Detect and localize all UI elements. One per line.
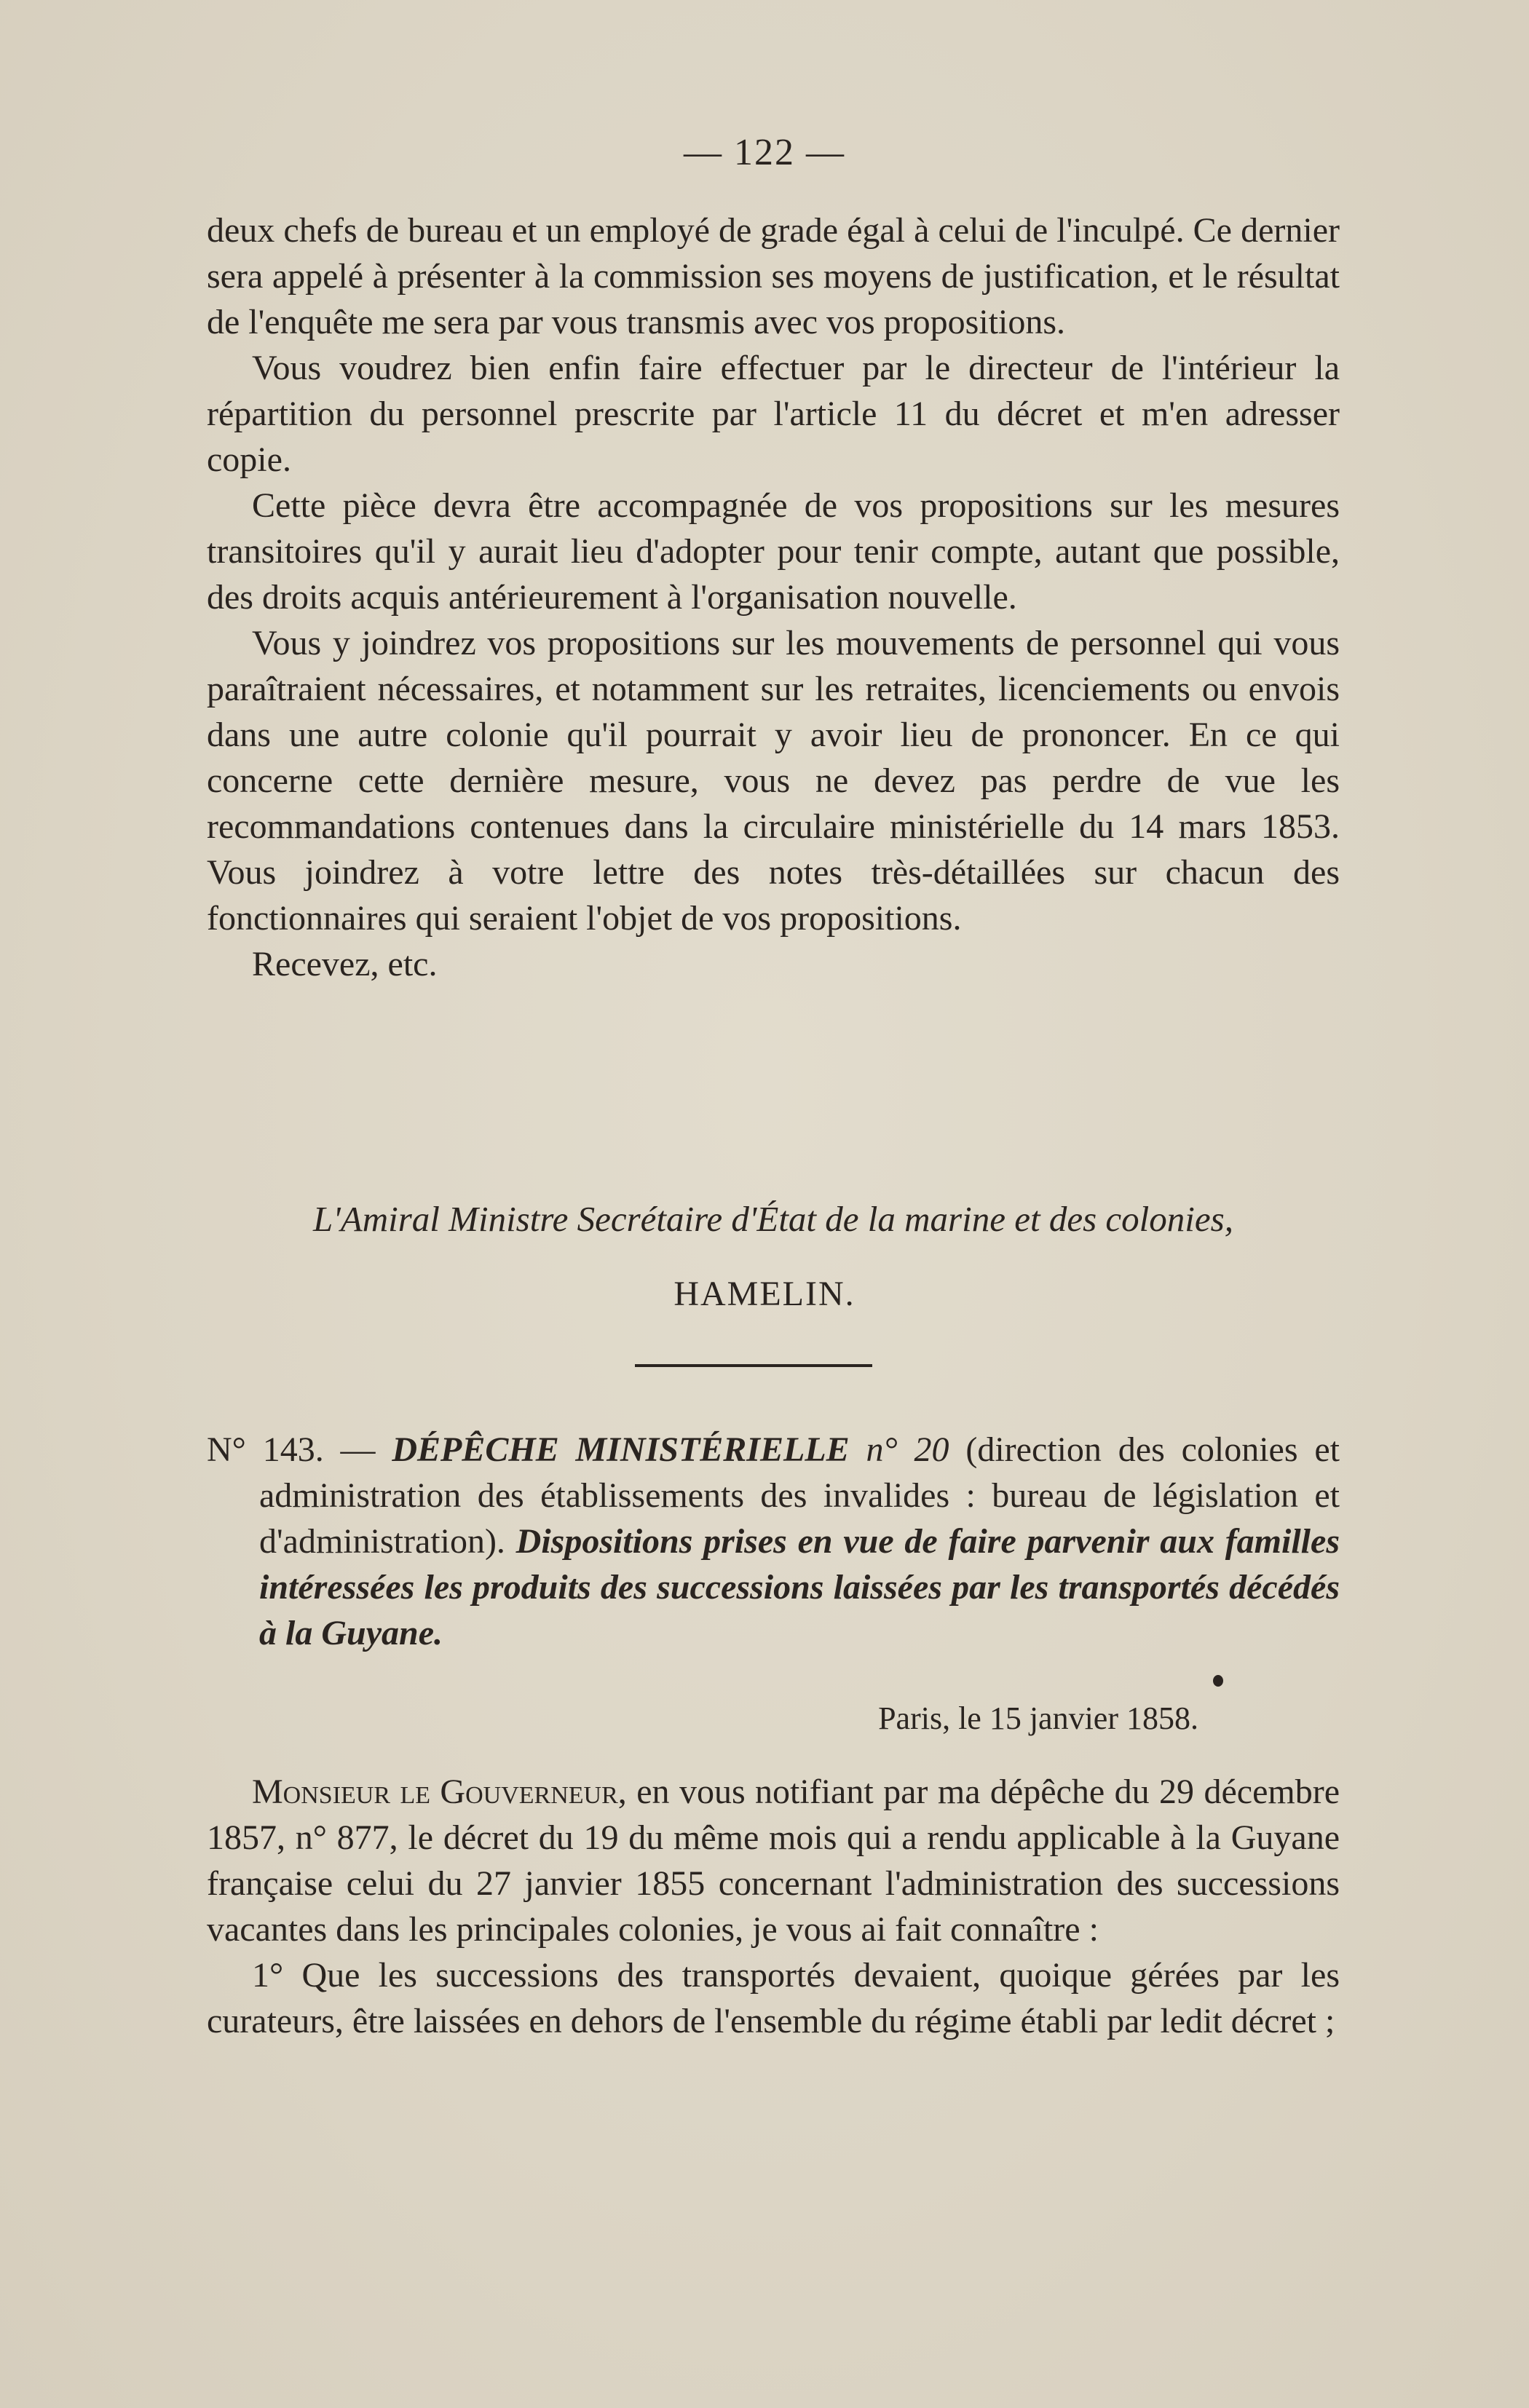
continuation-text bbox=[207, 207, 1340, 987]
paragraph: Recevez, etc. bbox=[252, 945, 438, 983]
paragraph: Cette pièce devra être accompagnée de vos propositions sur les mesures transitoires qu'il y aurait lieu d'adopter pour tenir compte, autant que possible, des droits acquis antérieurement à l'organisation nouvelle. bbox=[207, 486, 1340, 617]
dispatch-body bbox=[207, 1769, 1340, 2044]
signature-name: HAMELIN. bbox=[673, 1275, 856, 1313]
paragraph: Vous y joindrez vos propositions sur les mouvements de personnel qui vous paraîtraient nécessaires, et notamment sur les retraites, licenciements ou envois dans une autre colonie qu'il pourrait y avoir lieu de prononcer. En ce qui concerne cette dernière mesure, vous ne devez pas perdre de vue les recommandations contenues dans la circulaire ministérielle du 14 mars 1853. Vous joindrez à votre lettre des notes très-détaillées sur chacun des fonctionnaires qui seraient l'objet de vos propositions. bbox=[207, 624, 1340, 938]
document-header bbox=[207, 1427, 1340, 1656]
paragraph: Vous voudrez bien enfin faire effectuer par le directeur de l'intérieur la répartition du personnel prescrite par l'article 11 du décret et m'en adresser copie. bbox=[207, 349, 1340, 479]
document-direction: (direction des colonies et administration des établissements des invalides : bureau de législation et d'administration). bbox=[259, 1430, 1340, 1561]
document-heading bbox=[207, 1427, 1340, 1656]
page-number: — 122 — bbox=[684, 132, 845, 173]
section-separator bbox=[635, 1364, 872, 1367]
signature-title: L'Amiral Ministre Secrétaire d'État de la marine et des colonies, bbox=[313, 1199, 1233, 1239]
ink-mark bbox=[1213, 1675, 1223, 1687]
date-line: Paris, le 15 janvier 1858. bbox=[878, 1700, 1198, 1736]
document-ref: n° 20 bbox=[866, 1430, 949, 1469]
paragraph: 1° Que les successions des transportés devaient, quoique gérées par les curateurs, être laissées en dehors de l'ensemble du régime établi par ledit décret ; bbox=[207, 1956, 1340, 2040]
paragraph: deux chefs de bureau et un employé de grade égal à celui de l'inculpé. Ce dernier sera appelé à présenter à la commission ses moyens de justification, et le résultat de l'enquête me sera par vous transmis avec vos propositions. bbox=[207, 211, 1340, 341]
document-subject: Dispositions prises en vue de faire parvenir aux familles intéressées les produits des successions laissées par les transportés décédés à la Guyane. bbox=[259, 1522, 1340, 1652]
salutation: Monsieur le Gouverneur, bbox=[252, 1773, 627, 1811]
paragraph bbox=[207, 1769, 1340, 1952]
document-number: N° 143. — bbox=[207, 1430, 376, 1469]
document-type: DÉPÊCHE MINISTÉRIELLE bbox=[392, 1430, 850, 1469]
paragraph-text: en vous notifiant par ma dépêche du 29 décembre 1857, n° 877, le décret du 19 du même mois qui a rendu applicable à la Guyane française celui du 27 janvier 1855 concernant l'administration des successions vacantes dans les principales colonies, je vous ai fait connaître : bbox=[207, 1773, 1340, 1949]
